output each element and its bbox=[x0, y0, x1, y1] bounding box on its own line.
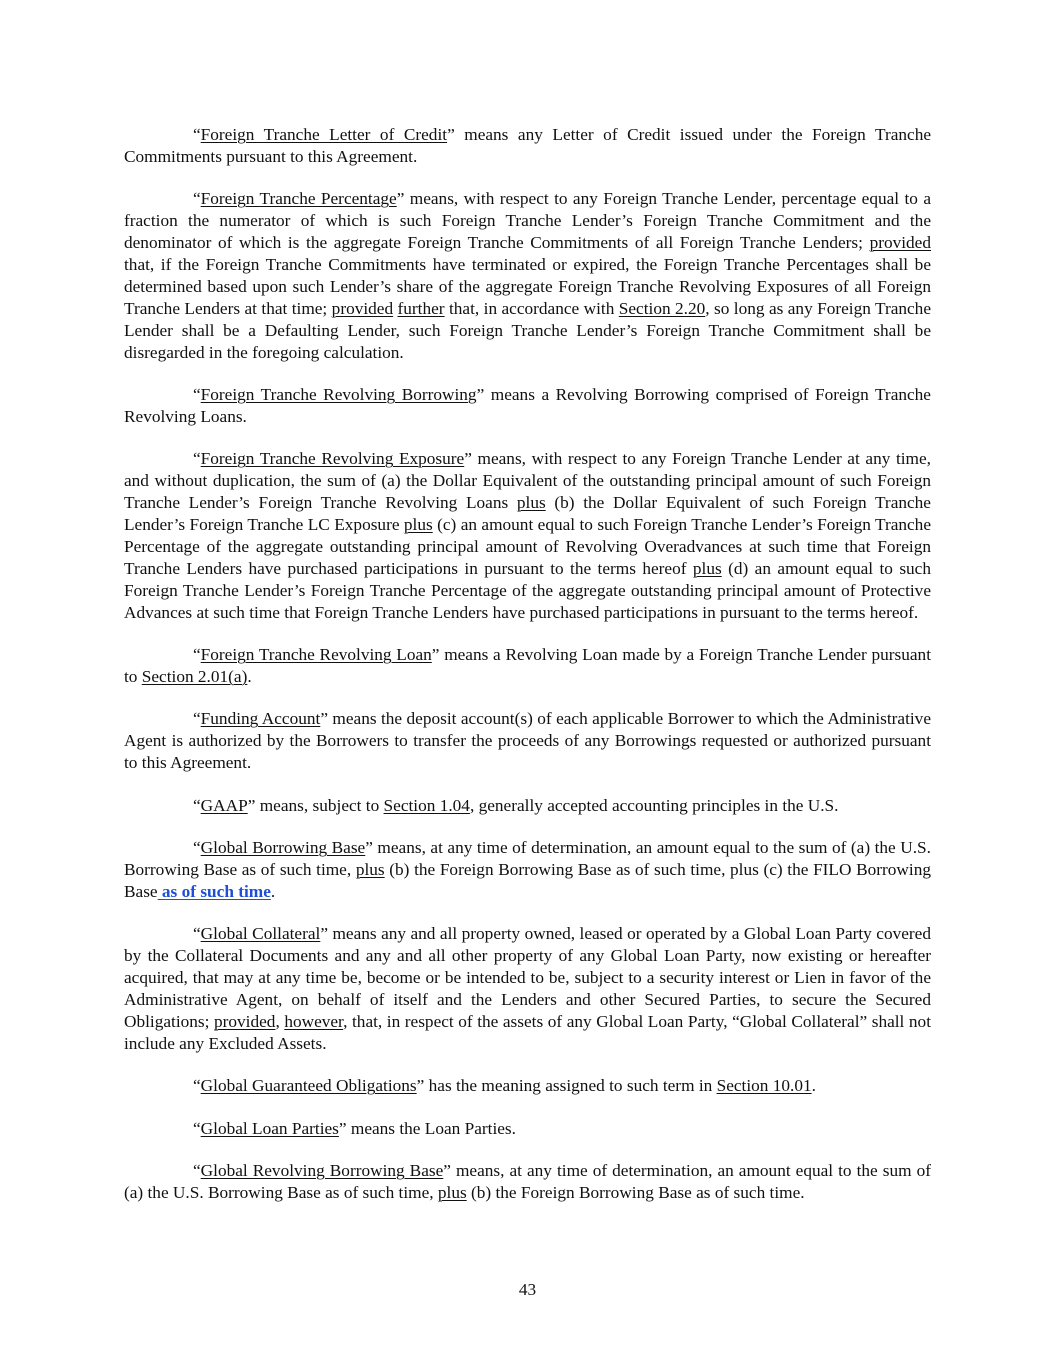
body-text: ” means a Revolving Loan made by a Foreign Tranche Lender pursuant to bbox=[124, 645, 931, 687]
defined-term-reference: further bbox=[397, 298, 445, 318]
defined-term-reference: Section 10.01 bbox=[716, 1076, 812, 1096]
body-text: “ bbox=[193, 189, 201, 209]
page-number: 43 bbox=[518, 1280, 537, 1299]
defined-term-reference: plus bbox=[692, 558, 722, 578]
body-text: “ bbox=[193, 838, 201, 858]
defined-term-reference: Section 2.01(a) bbox=[141, 667, 248, 687]
defined-term-reference: Section 2.20 bbox=[618, 298, 706, 318]
defined-term-reference: Global Revolving Borrowing Base bbox=[200, 1161, 444, 1181]
body-text: , that, in respect of the assets of any Global Loan Party, “Global Collateral” shall not include any Excluded Assets. bbox=[124, 1011, 931, 1053]
body-text: “ bbox=[193, 709, 201, 729]
body-text: that, if the Foreign Tranche Commitments have terminated or expired, the Foreign Tranche Percentages shall be determined based upon such Lender’s share of the aggregate Foreign Tranche Revolving Exposures of all Foreign Tranche Lenders at that time; bbox=[124, 255, 931, 318]
body-text: . bbox=[811, 1076, 816, 1096]
defined-term-reference: plus bbox=[437, 1182, 467, 1202]
body-text: ” means, at any time of determination, an amount equal to the sum of (a) the U.S. Borrowing Base as of such time, bbox=[124, 1161, 931, 1202]
defined-term-reference: GAAP bbox=[200, 795, 248, 815]
body-text: (b) the Foreign Borrowing Base as of such time. bbox=[466, 1182, 805, 1202]
body-text: ” means, at any time of determination, an amount equal to the sum of (a) the U.S. Borrowing Base as of such time, bbox=[124, 838, 931, 879]
defined-term-reference: Foreign Tranche Revolving Borrowing bbox=[200, 385, 477, 405]
inserted-revision-text: as of such time bbox=[157, 881, 271, 901]
defined-term-reference: however bbox=[284, 1011, 344, 1031]
definition-funding-account bbox=[124, 708, 931, 774]
body-text: . bbox=[247, 667, 252, 687]
body-text: ” means, with respect to any Foreign Tranche Lender at any time, and without duplication, the sum of (a) the Dollar Equivalent of the outstanding principal amount of such Foreign Tranche Lender’s Foreign Tranche Revolving Loans bbox=[124, 449, 931, 513]
defined-term-reference: Global Collateral bbox=[200, 924, 321, 944]
defined-term-reference: provided bbox=[869, 233, 931, 253]
defined-term-reference: Foreign Tranche Letter of Credit bbox=[200, 125, 448, 144]
body-text: . bbox=[270, 881, 276, 901]
body-text: ” means the deposit account(s) of each applicable Borrower to which the Administrative Agent is authorized by the Borrowers to transfer the proceeds of any Borrowings requested or authorized pursuant to this Agreement. bbox=[124, 709, 931, 773]
body-text: “ bbox=[193, 125, 201, 144]
defined-term-reference: provided bbox=[331, 298, 394, 318]
defined-term-reference: Foreign Tranche Revolving Loan bbox=[200, 645, 432, 665]
body-text: “ bbox=[193, 795, 201, 815]
body-text: “ bbox=[193, 1076, 201, 1096]
body-text: (b) the Dollar Equivalent of such Foreign Tranche Lender’s Foreign Tranche LC Exposure bbox=[124, 493, 931, 535]
definition-foreign-tranche-letter-of-credit bbox=[124, 124, 931, 168]
defined-term-reference: provided bbox=[214, 1011, 276, 1031]
body-text: ” means a Revolving Borrowing comprised of Foreign Tranche Revolving Loans. bbox=[124, 385, 931, 426]
body-text: (c) an amount equal to such Foreign Tranche Lender’s Foreign Tranche Percentage of the aggregate outstanding principal amount of Revolving Overadvances at such time that Foreign Tranche Lenders have purchased participations in pursuant to the terms hereof bbox=[124, 515, 931, 578]
body-text: “ bbox=[193, 1161, 201, 1181]
definition-global-loan-parties bbox=[124, 1118, 931, 1140]
body-text: ” means, subject to bbox=[247, 795, 384, 815]
definition-global-revolving-borrowing-base bbox=[124, 1160, 931, 1204]
body-text: , so long as any Foreign Tranche Lender shall be a Defaulting Lender, such Foreign Tranche Lender’s Foreign Tranche Commitment shall be disregarded in the foregoing calculation. bbox=[124, 298, 931, 362]
defined-term-reference: plus bbox=[516, 493, 546, 513]
body-text: (b) the Foreign Borrowing Base as of such time, plus (c) the FILO Borrowing Base bbox=[124, 859, 931, 901]
document-page bbox=[124, 124, 931, 1224]
body-text: “ bbox=[193, 1118, 201, 1138]
definition-global-guaranteed-obligations bbox=[124, 1075, 931, 1097]
body-text: “ bbox=[193, 385, 201, 405]
definition-global-collateral bbox=[124, 923, 931, 1054]
defined-term-reference: plus bbox=[355, 859, 385, 879]
body-text: , bbox=[275, 1011, 285, 1031]
definition-foreign-tranche-revolving-exposure bbox=[124, 448, 931, 623]
defined-term-reference: Global Loan Parties bbox=[200, 1118, 339, 1138]
body-text: ” has the meaning assigned to such term in bbox=[416, 1076, 717, 1096]
definition-foreign-tranche-percentage bbox=[124, 188, 931, 363]
defined-term-reference: Global Borrowing Base bbox=[200, 838, 366, 858]
body-text: “ bbox=[193, 449, 201, 469]
body-text: “ bbox=[193, 924, 201, 944]
defined-term-reference: Funding Account bbox=[200, 709, 321, 729]
defined-term-reference: Global Guaranteed Obligations bbox=[200, 1076, 417, 1096]
definition-gaap bbox=[124, 795, 931, 817]
defined-term-reference: plus bbox=[403, 515, 433, 535]
body-text: that, in accordance with bbox=[444, 298, 619, 318]
body-text: ” means, with respect to any Foreign Tranche Lender, percentage equal to a fraction the numerator of which is such Foreign Tranche Lender’s Foreign Tranche Commitment and the denominator of which is the aggregate Foreign Tranche Commitments of all Foreign Tranche Lenders; bbox=[124, 189, 931, 253]
definition-foreign-tranche-revolving-loan bbox=[124, 644, 931, 688]
defined-term-reference: Foreign Tranche Revolving Exposure bbox=[200, 449, 465, 469]
defined-term-reference: Section 1.04 bbox=[383, 795, 470, 815]
body-text: , generally accepted accounting principles in the U.S. bbox=[469, 795, 839, 815]
definition-global-borrowing-base bbox=[124, 837, 931, 903]
body-text: ” means any and all property owned, leased or operated by a Global Loan Party covered by the Collateral Documents and any and all other property of any Global Loan Party, now existing or hereafter acquired, that may at any time be, become or be intended to be, subject to a security interest or Lien in favor of the Administrative Agent, on behalf of itself and the Lenders and other Secured Parties, to secure the Secured Obligations; bbox=[124, 924, 931, 1031]
definition-foreign-tranche-revolving-borrowing bbox=[124, 384, 931, 428]
defined-term-reference: Foreign Tranche Percentage bbox=[200, 189, 397, 209]
body-text: “ bbox=[193, 645, 201, 665]
body-text: ” means any Letter of Credit issued under the Foreign Tranche Commitments pursuant to this Agreement. bbox=[124, 125, 932, 166]
body-text: ” means the Loan Parties. bbox=[338, 1118, 516, 1138]
body-text: (d) an amount equal to such Foreign Tranche Lender’s Foreign Tranche Percentage of the aggregate outstanding principal amount of Protective Advances at such time that Foreign Tranche Lenders have purchased participations in pursuant to the terms hereof. bbox=[124, 558, 931, 622]
